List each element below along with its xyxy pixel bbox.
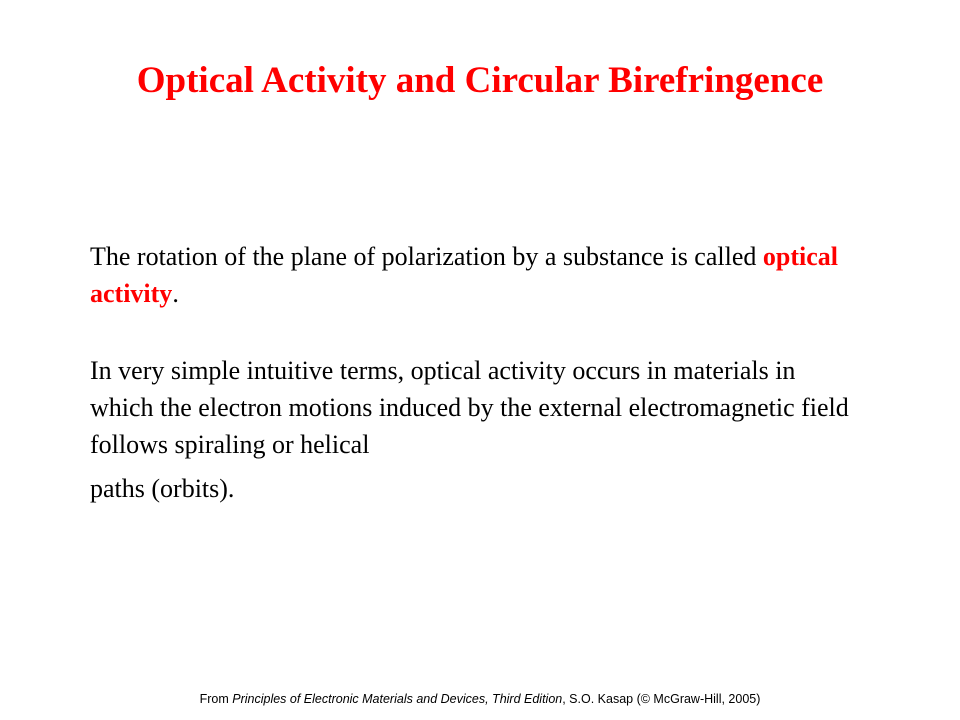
citation-prefix: From [199, 692, 233, 706]
citation-book-title: Principles of Electronic Materials and Devices, Third Edition [232, 692, 563, 706]
paragraph2-last-line: paths (orbits). [90, 474, 235, 503]
paragraph2-text: In very simple intuitive terms, optical activity occurs in materials in which the electron motions induced by the external electromagnetic field follows spiraling or helical [90, 356, 849, 459]
citation-author: , S.O. Kasap ( [562, 692, 641, 706]
source-citation [0, 690, 960, 708]
paragraph1-period: . [172, 279, 179, 308]
slide-title: Optical Activity and Circular Birefringence [136, 60, 824, 101]
paragraph-intuitive-explanation [90, 352, 850, 507]
paragraph-optical-activity-definition [90, 238, 850, 312]
optical-activity-term: optical activity [90, 242, 838, 308]
citation-copyright: © McGraw-Hill, 2005) [640, 692, 761, 706]
paragraph1-text: The rotation of the plane of polarization by a substance is called [90, 242, 763, 271]
